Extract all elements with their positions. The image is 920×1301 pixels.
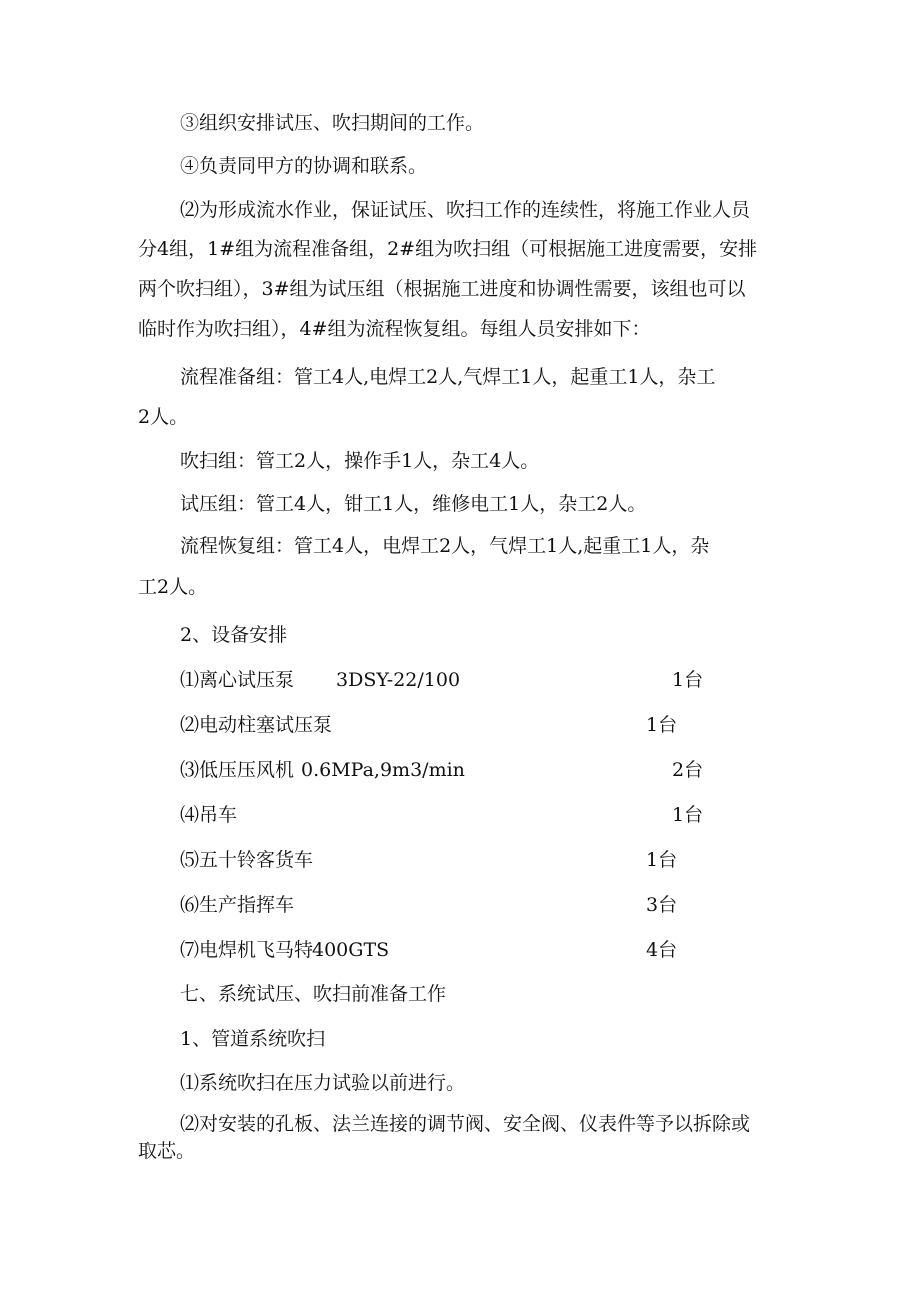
equipment-name: ⑸五十铃客货车	[180, 849, 314, 871]
text-line: ④负责同甲方的协调和联系。	[180, 155, 428, 177]
equipment-name: ⑷吊车	[180, 804, 238, 826]
equipment-model: 3DSY-22/100	[336, 669, 461, 691]
text-line: 2人。	[138, 406, 189, 428]
equipment-name: ⑺电焊机飞马特	[180, 939, 314, 961]
equipment-qty: 4台	[646, 939, 678, 961]
text-line: 流程恢复组：管工4人，电焊工2人，气焊工1人,起重工1人，杂	[180, 535, 710, 557]
text-line: 取芯。	[138, 1140, 196, 1162]
equipment-name: ⑹生产指挥车	[180, 894, 295, 916]
equipment-name: ⑵电动柱塞试压泵	[180, 714, 333, 736]
equipment-name: ⑴离心试压泵	[180, 669, 295, 691]
text-line: 吹扫组：管工2人，操作手1人，杂工4人。	[180, 450, 540, 472]
equipment-qty: 1台	[646, 849, 678, 871]
text-line: 七、系统试压、吹扫前准备工作	[180, 983, 447, 1005]
equipment-qty: 1台	[646, 714, 678, 736]
text-line: 流程准备组：管工4人,电焊工2人,气焊工1人，起重工1人，杂工	[180, 366, 716, 388]
text-line: ⑵为形成流水作业，保证试压、吹扫工作的连续性，将施工作业人员	[180, 199, 751, 221]
equipment-qty: 3台	[646, 894, 678, 916]
text-line: 2、设备安排	[180, 624, 288, 646]
equipment-qty: 2台	[672, 759, 704, 781]
text-line: ③组织安排试压、吹扫期间的工作。	[180, 112, 485, 134]
text-line: 分4组，1#组为流程准备组，2#组为吹扫组（可根据施工进度需要，安排	[138, 238, 758, 260]
equipment-model: 0.6MPa,9m3/min	[301, 759, 465, 781]
equipment-model: 400GTS	[312, 939, 390, 961]
text-line: ⑵对安装的孔板、法兰连接的调节阀、安全阀、仪表件等予以拆除或	[180, 1113, 751, 1135]
text-line: 1、管道系统吹扫	[180, 1028, 326, 1050]
text-line: 试压组：管工4人，钳工1人，维修电工1人，杂工2人。	[180, 493, 647, 515]
equipment-qty: 1台	[672, 669, 704, 691]
equipment-name: ⑶低压压风机	[180, 759, 295, 781]
text-line: 工2人。	[138, 576, 208, 598]
equipment-qty: 1台	[672, 804, 704, 826]
text-line: 两个吹扫组），3#组为试压组（根据施工进度和协调性需要，该组也可以	[138, 278, 746, 300]
text-line: ⑴系统吹扫在压力试验以前进行。	[180, 1072, 466, 1094]
text-line: 临时作为吹扫组），4#组为流程恢复组。每组人员安排如下：	[138, 318, 651, 340]
